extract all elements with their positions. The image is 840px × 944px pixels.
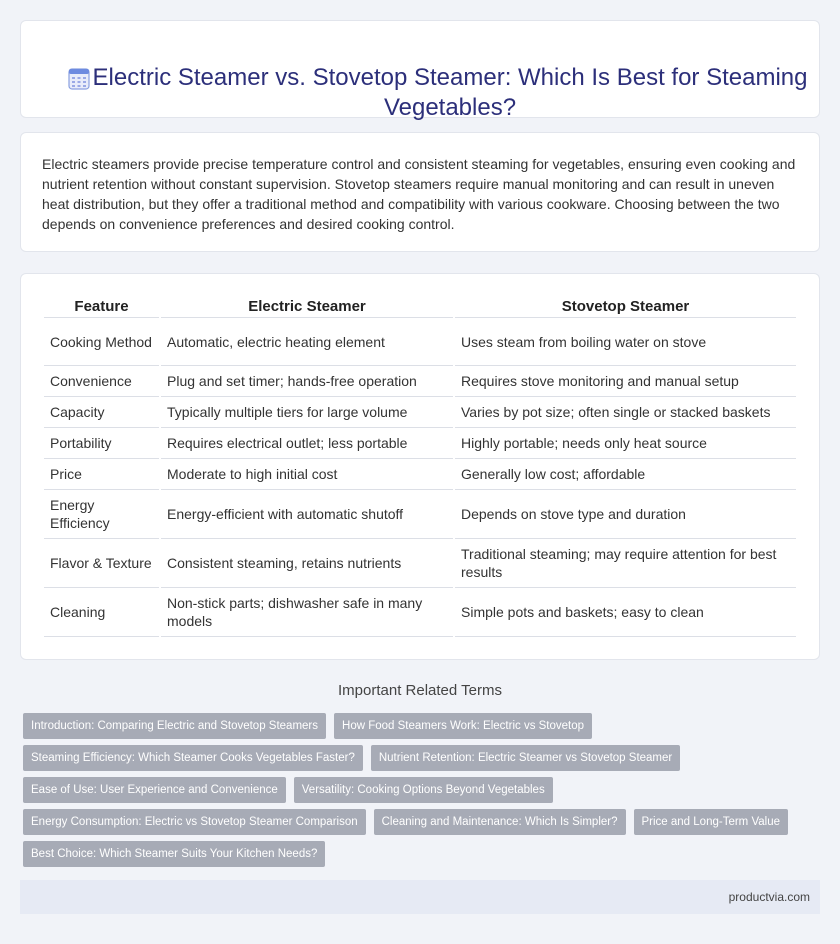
related-term-tag[interactable]: Introduction: Comparing Electric and Stovetop Steamers	[23, 713, 326, 739]
comparison-card	[20, 273, 820, 660]
stovetop-cell: Depends on stove type and duration	[455, 490, 796, 539]
stovetop-cell: Highly portable; needs only heat source	[455, 428, 796, 459]
table-row	[44, 428, 796, 459]
related-term-tag[interactable]: How Food Steamers Work: Electric vs Stovetop	[334, 713, 592, 739]
stovetop-cell: Varies by pot size; often single or stacked baskets	[455, 397, 796, 428]
column-header-stovetop: Stovetop Steamer	[455, 292, 796, 318]
stovetop-cell: Traditional steaming; may require attention for best results	[455, 539, 796, 588]
column-header-electric: Electric Steamer	[161, 292, 453, 318]
table-row	[44, 459, 796, 490]
electric-cell: Energy-efficient with automatic shutoff	[161, 490, 453, 539]
feature-cell: Flavor & Texture	[44, 539, 159, 588]
related-term-tag[interactable]: Price and Long-Term Value	[634, 809, 789, 835]
page-title: Electric Steamer vs. Stovetop Steamer: Which Is Best for Steaming Vegetables?	[92, 64, 808, 121]
electric-cell: Automatic, electric heating element	[161, 318, 453, 366]
feature-cell: Energy Efficiency	[44, 490, 159, 539]
column-header-feature: Feature	[44, 292, 159, 318]
comparison-table	[42, 292, 798, 637]
related-term-tag[interactable]: Best Choice: Which Steamer Suits Your Kitchen Needs?	[23, 841, 325, 867]
related-term-tag[interactable]: Cleaning and Maintenance: Which Is Simpler?	[374, 809, 626, 835]
document-grid-icon	[68, 68, 90, 90]
electric-cell: Requires electrical outlet; less portable	[161, 428, 453, 459]
feature-cell: Cooking Method	[44, 318, 159, 366]
feature-cell: Cleaning	[44, 588, 159, 637]
table-row	[44, 539, 796, 588]
stovetop-cell: Requires stove monitoring and manual setup	[455, 366, 796, 397]
related-term-tag[interactable]: Energy Consumption: Electric vs Stovetop Steamer Comparison	[23, 809, 366, 835]
table-row	[44, 366, 796, 397]
related-terms-heading: Important Related Terms	[338, 682, 502, 699]
table-row	[44, 490, 796, 539]
stovetop-cell: Simple pots and baskets; easy to clean	[455, 588, 796, 637]
site-credit[interactable]: productvia.com	[728, 890, 810, 904]
electric-cell: Non-stick parts; dishwasher safe in many models	[161, 588, 453, 637]
related-terms-list	[23, 713, 823, 867]
stovetop-cell: Generally low cost; affordable	[455, 459, 796, 490]
table-header-row	[44, 292, 796, 318]
electric-cell: Moderate to high initial cost	[161, 459, 453, 490]
table-row	[44, 588, 796, 637]
table-row	[44, 397, 796, 428]
related-term-tag[interactable]: Nutrient Retention: Electric Steamer vs Stovetop Steamer	[371, 745, 680, 771]
related-term-tag[interactable]: Steaming Efficiency: Which Steamer Cooks Vegetables Faster?	[23, 745, 363, 771]
intro-card	[20, 132, 820, 252]
title-card	[20, 20, 820, 121]
stovetop-cell: Uses steam from boiling water on stove	[455, 318, 796, 366]
table-row	[44, 318, 796, 366]
intro-paragraph: Electric steamers provide precise temperature control and consistent steaming for vegetables, ensuring even cooking and nutrient retention without constant supervision. Stovetop steamers require manual monitoring and can result in uneven heat distribution, but they offer a traditional method and compatibility with various cookware. Choosing between the two depends on convenience preferences and desired cooking control.	[42, 156, 796, 232]
footer	[20, 880, 820, 914]
feature-cell: Convenience	[44, 366, 159, 397]
feature-cell: Capacity	[44, 397, 159, 428]
electric-cell: Typically multiple tiers for large volume	[161, 397, 453, 428]
electric-cell: Consistent steaming, retains nutrients	[161, 539, 453, 588]
feature-cell: Portability	[44, 428, 159, 459]
related-term-tag[interactable]: Ease of Use: User Experience and Convenience	[23, 777, 286, 803]
electric-cell: Plug and set timer; hands-free operation	[161, 366, 453, 397]
related-term-tag[interactable]: Versatility: Cooking Options Beyond Vegetables	[294, 777, 553, 803]
feature-cell: Price	[44, 459, 159, 490]
